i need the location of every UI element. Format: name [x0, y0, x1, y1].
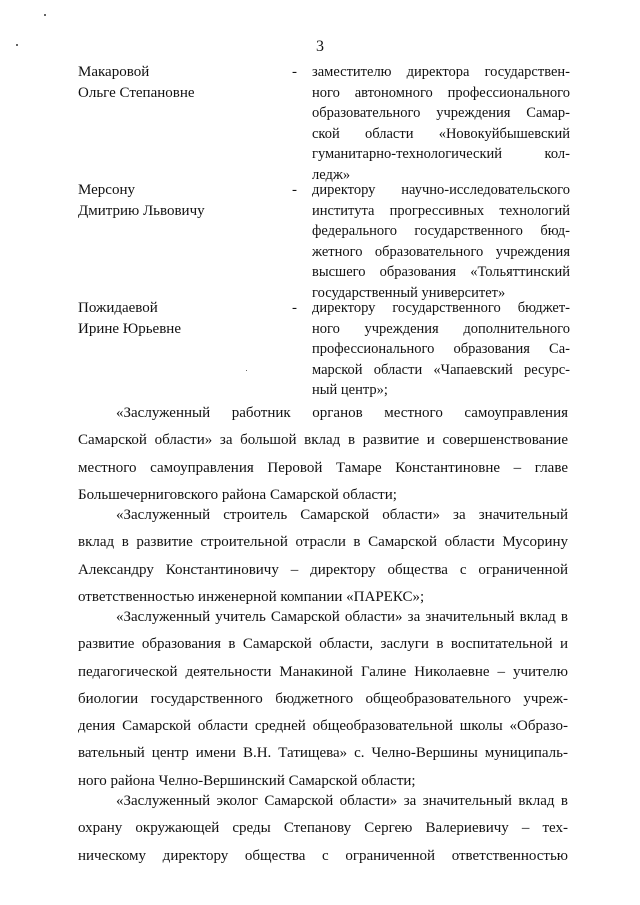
- award-paragraph: [78, 400, 568, 509]
- paragraph-line: «Заслуженный учитель Самарской области» за значительный вклад в: [116, 609, 568, 625]
- paragraph-line: биологии государственного бюджетного общеобразовательного учреж-: [78, 690, 568, 707]
- paragraph-line: вклад в развитие строительной отрасли в Самарской области Мусорину: [78, 534, 568, 551]
- paragraph-line: Большечерниговского района Самарской области;: [78, 486, 397, 503]
- award-paragraph: [78, 604, 568, 795]
- paragraph-line: педагогической деятельности Манакиной Галине Николаевне – учителю: [78, 663, 568, 680]
- recipient-name-line: Мерсону: [78, 182, 135, 198]
- recipient-name-line: Ольге Степановне: [78, 85, 195, 101]
- recipient-name: [78, 180, 288, 222]
- position-line: заместителю директора государствен-: [312, 64, 570, 80]
- recipient-position: [312, 298, 570, 401]
- recipient-name-line: Макаровой: [78, 64, 150, 80]
- position-line: государственный университет»: [312, 284, 506, 301]
- scan-speck: [246, 370, 247, 371]
- position-line: федерального государственного бюд-: [312, 223, 570, 239]
- position-line: марской области «Чапаевский ресурс-: [312, 361, 570, 378]
- recipient-name-line: Ирине Юрьевне: [78, 321, 181, 337]
- dash-separator: -: [292, 182, 297, 198]
- position-line: директору государственного бюджет-: [312, 300, 570, 316]
- position-line: образовательного учреждения Самар-: [312, 105, 570, 121]
- paragraph-line: Александру Константиновичу – директору общества с ограниченной: [78, 561, 568, 578]
- award-paragraph: [78, 788, 568, 870]
- paragraph-line: Самарской области» за большой вклад в развитие и совершенствование: [78, 432, 568, 449]
- recipient-name-line: Дмитрию Львовичу: [78, 203, 205, 219]
- paragraph-line: ответственностью инженерной компании «ПАРЕКС»;: [78, 588, 425, 605]
- award-paragraph: [78, 502, 568, 611]
- position-line: института прогрессивных технологий: [312, 202, 570, 219]
- position-line: жетного образовательного учреждения: [312, 243, 570, 260]
- paragraph-line: «Заслуженный строитель Самарской области» за значительный: [116, 507, 568, 523]
- dash-separator: -: [292, 300, 297, 316]
- paragraph-line: ного района Челно-Вершинский Самарской области;: [78, 772, 416, 789]
- recipient-position: [312, 180, 570, 303]
- paragraph-line: «Заслуженный работник органов местного самоуправления: [116, 405, 568, 421]
- position-line: ного учреждения дополнительного: [312, 320, 570, 337]
- position-line: профессионального образования Са-: [312, 341, 570, 357]
- position-line: ного автономного профессионального: [312, 84, 570, 101]
- paragraph-line: дения Самарской области средней общеобразовательной школы «Образо-: [78, 718, 568, 735]
- recipient-name-line: Пожидаевой: [78, 300, 158, 316]
- paragraph-line: вательный центр имени В.Н. Татищева» с. Челно-Вершины муниципаль-: [78, 745, 568, 762]
- position-line: директору научно-исследовательского: [312, 182, 570, 198]
- recipient-name: [78, 298, 288, 340]
- recipient-name: [78, 62, 288, 104]
- dash-separator: -: [292, 64, 297, 80]
- position-line: высшего образования «Тольяттинский: [312, 264, 570, 280]
- scan-speck: [44, 14, 46, 16]
- page-number: 3: [316, 38, 324, 55]
- position-line: гуманитарно-технологический кол-: [312, 146, 570, 162]
- position-line: ледж»: [312, 166, 351, 183]
- paragraph-line: развитие образования в Самарской области, заслуги в воспитательной и: [78, 636, 568, 653]
- paragraph-line: «Заслуженный эколог Самарской области» за значительный вклад в: [116, 793, 568, 809]
- paragraph-line: местного самоуправления Перовой Тамаре Константиновне – главе: [78, 459, 568, 476]
- position-line: ской области «Новокуйбышевский: [312, 125, 570, 142]
- recipient-position: [312, 62, 570, 185]
- paragraph-line: ническому директору общества с ограниченной ответственностью: [78, 847, 568, 864]
- paragraph-line: охрану окружающей среды Степанову Сергею Валериевичу – тех-: [78, 820, 568, 837]
- position-line: ный центр»;: [312, 382, 388, 398]
